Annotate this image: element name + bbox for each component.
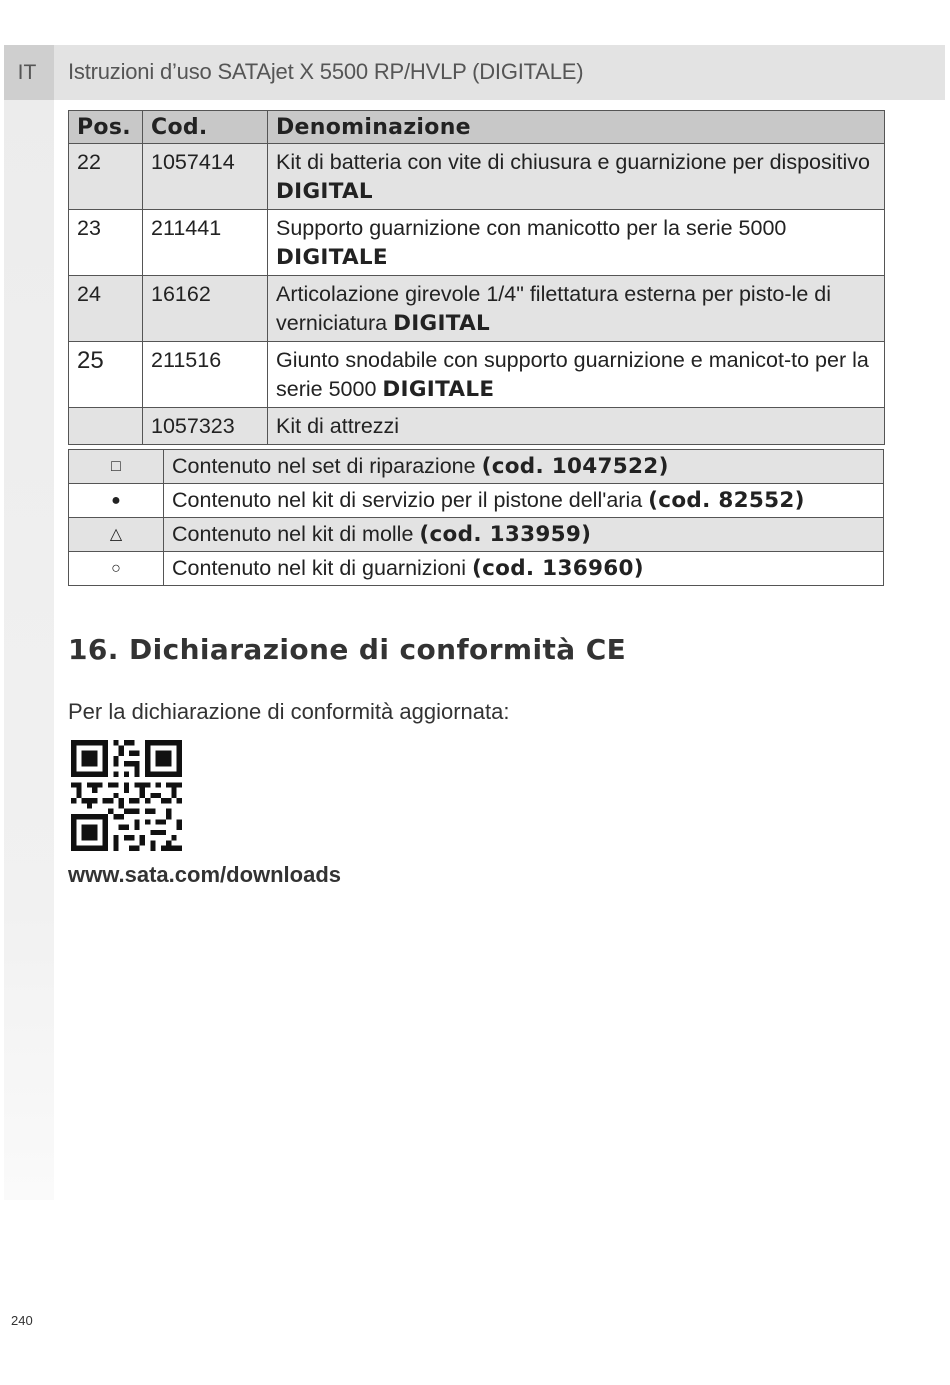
row-cod: 211516 <box>143 342 268 408</box>
legend-description: Contenuto nel kit di servizio per il pistone dell'aria <box>172 488 649 512</box>
row-cod: 1057323 <box>143 408 268 445</box>
legend-description: Contenuto nel set di riparazione <box>172 454 482 478</box>
table-row <box>69 210 885 276</box>
row-description <box>268 276 885 342</box>
header-pos: Pos. <box>69 111 143 144</box>
row-pos <box>69 408 143 445</box>
header-cod: Cod. <box>143 111 268 144</box>
qr-code-icon[interactable] <box>71 740 182 851</box>
download-link[interactable]: www.sata.com/downloads <box>68 862 342 887</box>
side-strip <box>4 45 54 1200</box>
parts-table-header <box>69 111 885 144</box>
description-bold: DIGITAL <box>276 179 373 204</box>
row-description <box>268 408 885 445</box>
section-title: 16. Dichiarazione di conformità CE <box>68 633 627 666</box>
row-pos: 25 <box>69 342 143 408</box>
description-text: Kit di batteria con vite di chiusura e guarnizione per dispositivo <box>276 150 870 174</box>
row-pos: 22 <box>69 144 143 210</box>
row-pos: 23 <box>69 210 143 276</box>
language-tab: IT <box>4 45 54 100</box>
legend-code: (cod. 82552) <box>648 488 805 513</box>
legend-text <box>164 450 884 484</box>
row-cod: 16162 <box>143 276 268 342</box>
row-description <box>268 342 885 408</box>
legend-code: (cod. 133959) <box>419 522 592 547</box>
table-row <box>69 408 885 445</box>
description-bold: DIGITALE <box>276 245 388 270</box>
legend-code: (cod. 136960) <box>472 556 644 581</box>
legend-text <box>164 484 884 518</box>
description-bold: DIGITALE <box>382 377 495 402</box>
circle-icon: ○ <box>69 552 164 586</box>
row-pos: 24 <box>69 276 143 342</box>
row-description <box>268 144 885 210</box>
description-text: Kit di attrezzi <box>276 414 400 438</box>
legend-row <box>69 484 884 518</box>
legend-description: Contenuto nel kit di molle <box>172 522 420 546</box>
description-text: Supporto guarnizione con manicotto per la serie 5000 <box>276 216 787 240</box>
legend-code: (cod. 1047522) <box>481 454 669 479</box>
row-cod: 1057414 <box>143 144 268 210</box>
table-row <box>69 276 885 342</box>
description-bold: DIGITAL <box>393 311 491 336</box>
square-icon: □ <box>69 450 164 484</box>
table-row <box>69 144 885 210</box>
triangle-icon: △ <box>69 518 164 552</box>
legend-table <box>68 449 884 586</box>
filled-circle-icon: ● <box>69 484 164 518</box>
legend-row <box>69 552 884 586</box>
legend-text <box>164 552 884 586</box>
table-row <box>69 342 885 408</box>
legend-text <box>164 518 884 552</box>
legend-row <box>69 450 884 484</box>
row-cod: 211441 <box>143 210 268 276</box>
parts-table <box>68 110 885 445</box>
row-description <box>268 210 885 276</box>
legend-description: Contenuto nel kit di guarnizioni <box>172 556 472 580</box>
legend-row <box>69 518 884 552</box>
conformity-intro: Per la dichiarazione di conformità aggiornata: <box>68 699 510 724</box>
description-text: Articolazione girevole 1/4" filettatura esterna per pisto-le di verniciatura <box>276 282 831 335</box>
page-number: 240 <box>11 1313 33 1328</box>
header-description: Denominazione <box>268 111 885 144</box>
description-text: Giunto snodabile con supporto guarnizione e manicot-to per la serie 5000 <box>276 348 869 401</box>
document-title: Istruzioni d’uso SATAjet X 5500 RP/HVLP (DIGITALE) <box>68 59 584 84</box>
